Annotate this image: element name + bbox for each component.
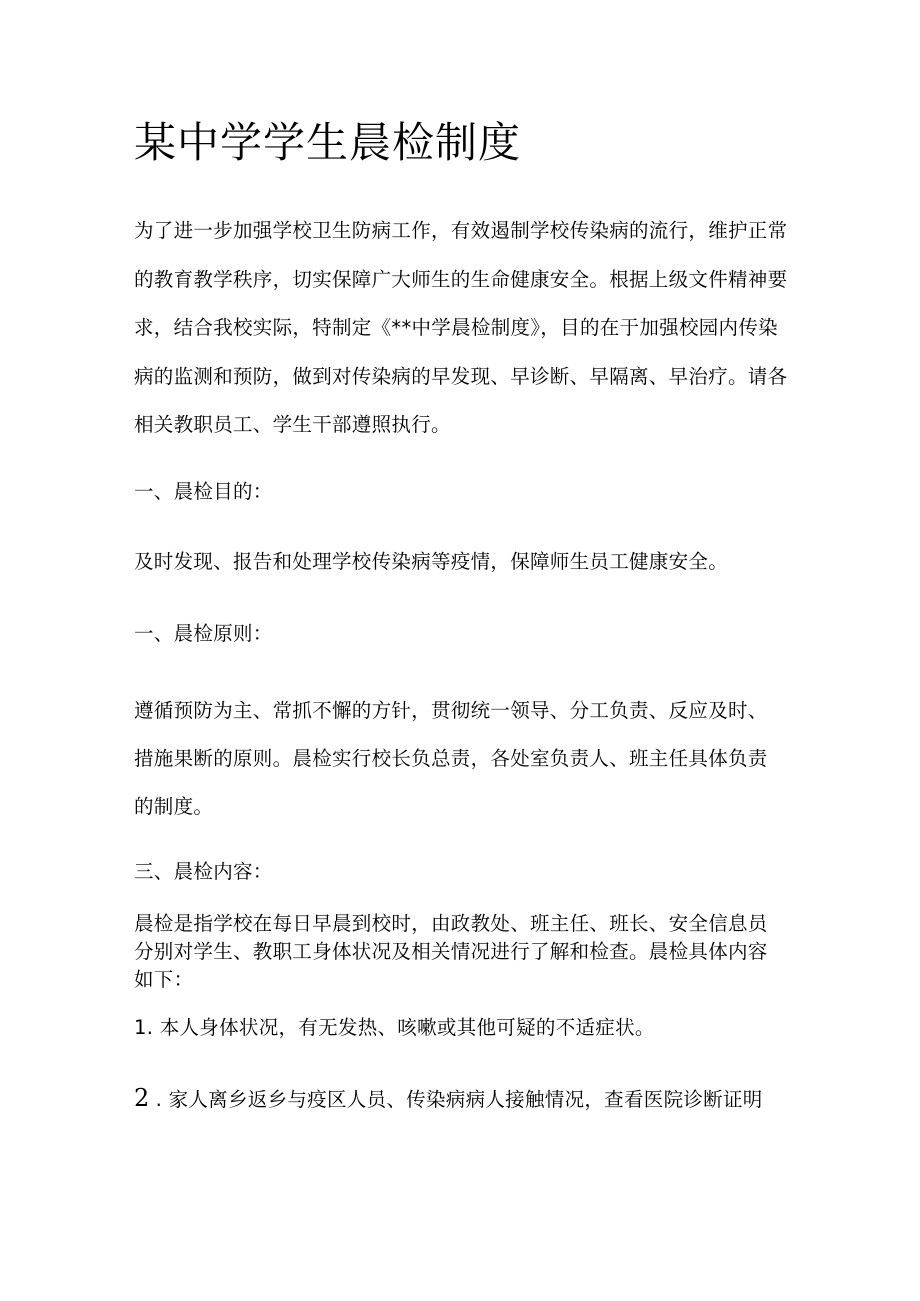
content-item-1: 1. 本人身体状况，有无发热、咳嗽或其他可疑的不适症状。 <box>134 1016 655 1039</box>
content-paragraph <box>134 910 794 994</box>
intro-line: 病的监测和预防，做到对传染病的早发现、早诊断、早隔离、早治疗。请各 <box>134 364 788 388</box>
content-line: 分别对学生、教职工身体状况及相关情况进行了解和检查。晨检具体内容 <box>134 940 768 963</box>
purpose-paragraph <box>134 546 794 578</box>
intro-line: 为了进一步加强学校卫生防病工作，有效遏制学校传染病的流行，维护正常 <box>134 219 788 242</box>
principle-line: 的制度。 <box>134 795 214 818</box>
content-item-2-number: 2 <box>134 1084 150 1112</box>
content-item-2 <box>134 1081 794 1117</box>
intro-paragraph <box>134 207 794 450</box>
section-heading-purpose: 一、晨检目的： <box>134 480 273 503</box>
purpose-line: 及时发现、报告和处理学校传染病等疫情，保障师生员工健康安全。 <box>134 550 729 573</box>
intro-line: 的教育教学秩序，切实保障广大师生的生命健康安全。根据上级文件精神要 <box>134 267 788 291</box>
content-line: 晨检是指学校在每日早晨到校时，由政教处、班主任、班长、安全信息员 <box>134 912 768 935</box>
principle-line: 遵循预防为主、常抓不懈的方针，贯彻统一领导、分工负责、反应及时、 <box>134 699 768 722</box>
content-line: 如下： <box>134 968 194 991</box>
content-item-2-text: . 家人离乡返乡与疫区人员、传染病病人接触情况，查看医院诊断证明 <box>155 1088 763 1111</box>
principle-paragraph <box>134 687 794 831</box>
section-heading-principle: 一、晨检原则： <box>134 622 273 645</box>
intro-line: 相关教职员工、学生干部遵照执行。 <box>134 413 451 436</box>
section-heading-content: 三、晨检内容： <box>134 860 273 883</box>
intro-line: 求，结合我校实际，特制定《**中学晨检制度》，目的在于加强校园内传染 <box>134 316 778 339</box>
principle-line: 措施果断的原则。晨检实行校长负总责，各处室负责人、班主任具体负责 <box>134 747 768 770</box>
document-title: 某中学学生晨检制度 <box>134 118 522 167</box>
